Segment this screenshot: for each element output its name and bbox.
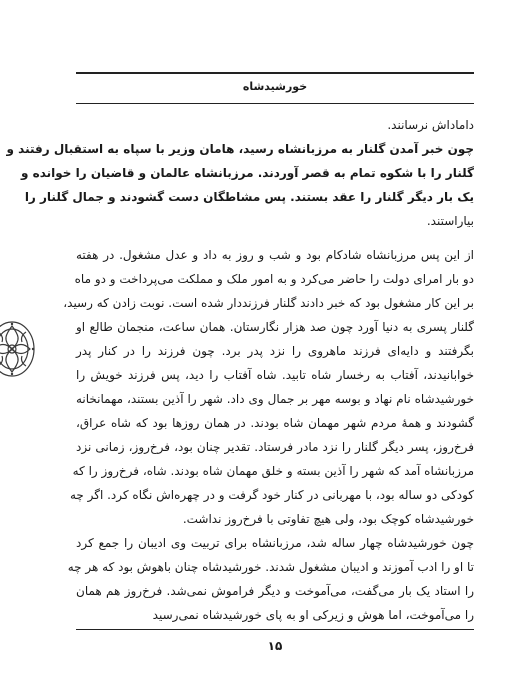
floral-seal-icon xyxy=(0,318,44,380)
text-line: فرخ‌روز، پسر دیگر گلنار را نزد مادر فرستاد. تقدیر چنان بود، فرخ‌روز، زمانی نزد xyxy=(76,440,474,454)
text-line: چون خبر آمدن گلنار به مرزبانشاه رسید، هامان وزیر با سپاه به استقبال رفتند و xyxy=(6,142,474,156)
text-line: داماداش نرسانند. xyxy=(387,118,474,132)
text-line: مرزبانشاه آمد که شهر را آذین بسته و خلق مهمان شاه بودند. شاه، فرخ‌روز را که xyxy=(72,464,474,478)
text-line: دو بار امرای دولت را حاضر می‌کرد و به امور ملک و مملکت می‌پرداخت و دو ماه xyxy=(74,272,474,286)
text-line: بیاراستند. xyxy=(426,214,474,228)
text-line: تا او را ادب آموزند و ادیبان مشغول شدند. خورشیدشاه چنان باهوش بود که هر چه xyxy=(67,560,474,574)
text-line: خورشیدشاه کوچک بود، ولی هیچ تفاوتی با فرخ‌روز نداشت. xyxy=(182,512,474,526)
footer-rule xyxy=(76,629,474,630)
text-line: گلنار پسری به دنیا آورد چون صد هزار نگارستان. همان ساعت، منجمان طالع او xyxy=(76,320,474,334)
text-line: یک بار دیگر گلنار را عقد بستند. پس مشاطگان دست گشودند و جمال گلنار را xyxy=(24,190,474,204)
text-line: را استاد یک بار می‌گفت، می‌آموخت و دیگر فراموش نمی‌شد. فرخ‌روز هم همان xyxy=(76,584,474,598)
header-rule-bottom xyxy=(76,103,474,104)
paragraph xyxy=(76,113,474,137)
text-line: گلنار را با شکوه تمام به قصر آوردند. مرزبانشاه عالمان و قاضیان را خوانده و xyxy=(21,166,474,180)
running-header: خورشیدشاه xyxy=(242,80,308,93)
text-line: بر این کار مشغول بود که خبر دادند گلنار فرزنددار شده است. نوبت زادن که رسید، xyxy=(63,296,474,310)
text-line: چون خورشیدشاه چهار ساله شد، مرزبانشاه برای تربیت وی ادیبان را جمع کرد xyxy=(76,536,474,550)
text-line: گشودند و همهٔ مردم شهر مهمان شاه بودند. در همان روزها بود که شاه عراق، xyxy=(76,416,474,430)
text-line: کودکی دو ساله بود، با مهربانی در کنار خود گرفت و در چهره‌اش نگاه کرد. اگر چه xyxy=(69,488,474,502)
paragraph xyxy=(67,531,474,627)
text-line: را می‌آموخت، اما هوش و زیرکی او به پای خورشیدشاه نمی‌رسید xyxy=(152,608,474,622)
paragraph xyxy=(63,243,474,531)
page-number: ۱۵ xyxy=(267,639,283,653)
header-rule-top xyxy=(76,72,474,74)
text-line: خورشیدشاه نام نهاد و بوسه مهر بر جمال وی داد. شهر را آذین بستند، مهمانخانه xyxy=(76,392,474,406)
text-line: بگرفتند و دایه‌ای فرزند ماهروی را نزد پدر برد. چون فرزند را در کنار پدر xyxy=(76,344,474,358)
body-text xyxy=(6,113,474,627)
text-line: خوابانیدند، آفتاب به رخسار شاه تابید. شاه آفتاب را دید، پس فرزند خویش را xyxy=(76,368,474,382)
paragraph xyxy=(6,137,474,233)
text-line: از این پس مرزبانشاه شادکام بود و شب و روز به داد و عدل مشغول. در هفته xyxy=(76,248,474,262)
